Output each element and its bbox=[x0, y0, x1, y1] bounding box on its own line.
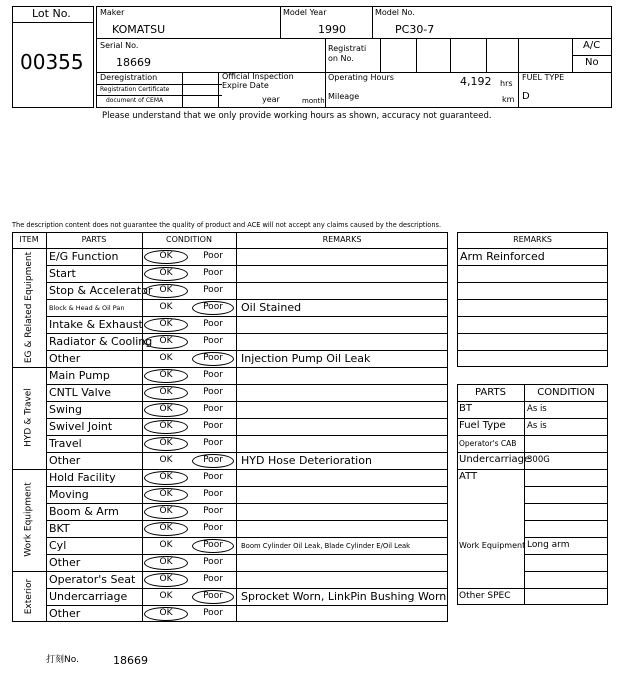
ok-option: OK bbox=[159, 386, 173, 397]
side-part-name: Fuel Type bbox=[459, 420, 506, 431]
maker-label: Maker bbox=[100, 8, 125, 17]
stamp-no-label: 打刻No. bbox=[46, 655, 79, 665]
lot-number: 00355 bbox=[20, 50, 84, 74]
ac-label: A/C bbox=[583, 40, 601, 51]
side-remark-row: Arm Reinforced bbox=[460, 250, 545, 263]
work-equipment-value: Long arm bbox=[527, 540, 570, 550]
ok-circle-mark bbox=[144, 607, 188, 621]
poor-option: Poor bbox=[203, 539, 223, 550]
poor-option: Poor bbox=[203, 301, 223, 312]
operating-hours-label: Operating Hours bbox=[328, 73, 394, 82]
poor-option: Poor bbox=[203, 284, 223, 295]
side-part-condition: As is bbox=[527, 421, 547, 431]
poor-circle-mark bbox=[192, 301, 234, 315]
ok-circle-mark bbox=[144, 556, 188, 570]
poor-option: Poor bbox=[203, 471, 223, 482]
ok-circle-mark bbox=[144, 267, 188, 281]
poor-circle-mark bbox=[192, 454, 234, 468]
poor-option: Poor bbox=[203, 352, 223, 363]
model-year-value: 1990 bbox=[318, 23, 346, 36]
ok-option: OK bbox=[159, 335, 173, 346]
registration-certificate-label: Registration Certificate bbox=[100, 86, 170, 93]
poor-circle-mark bbox=[192, 539, 234, 553]
side-part-name: Undercarriage bbox=[459, 454, 531, 465]
model-no-label: Model No. bbox=[375, 8, 415, 17]
description-disclaimer: The description content does not guarantee the quality of product and ACE will not accept any claims caused by the descriptions. bbox=[12, 221, 442, 229]
model-year-label: Model Year bbox=[283, 8, 327, 17]
poor-option: Poor bbox=[203, 556, 223, 567]
ok-option: OK bbox=[159, 607, 173, 618]
other-spec-label: Other SPEC bbox=[459, 591, 511, 601]
work-equipment-label: Work Equipment bbox=[459, 541, 526, 550]
fuel-type-value: D bbox=[522, 91, 530, 102]
poor-option: Poor bbox=[203, 437, 223, 448]
group-label: Work Equipment bbox=[23, 482, 34, 557]
part-name: Other bbox=[49, 607, 81, 620]
registration-no-label: Registrati on No. bbox=[328, 44, 367, 63]
part-name: Block & Head & Oil Pan bbox=[49, 304, 125, 312]
ok-circle-mark bbox=[144, 403, 188, 417]
ok-circle-mark bbox=[144, 505, 188, 519]
remarks-header: REMARKS bbox=[322, 235, 362, 244]
poor-option: Poor bbox=[203, 267, 223, 278]
ok-option: OK bbox=[159, 454, 173, 465]
item-header: ITEM bbox=[19, 235, 39, 244]
ok-circle-mark bbox=[144, 250, 188, 264]
year-label: year bbox=[262, 95, 280, 104]
part-name: Start bbox=[49, 267, 76, 280]
operating-hours-value: 4,192 bbox=[460, 75, 492, 88]
poor-option: Poor bbox=[203, 318, 223, 329]
condition-header: CONDITION bbox=[166, 235, 212, 244]
side-part-condition: As is bbox=[527, 404, 547, 414]
deregistration-label: Deregistration bbox=[100, 73, 158, 82]
side-condition-header: CONDITION bbox=[537, 387, 595, 398]
part-name: Cyl bbox=[49, 539, 67, 552]
part-name: Swivel Joint bbox=[49, 420, 113, 433]
serial-value: 18669 bbox=[116, 56, 151, 69]
group-label: Exterior bbox=[23, 578, 34, 614]
ok-option: OK bbox=[159, 556, 173, 567]
poor-option: Poor bbox=[203, 590, 223, 601]
ok-option: OK bbox=[159, 284, 173, 295]
ok-option: OK bbox=[159, 471, 173, 482]
part-name: Operator's Seat bbox=[49, 573, 136, 586]
ok-option: OK bbox=[159, 403, 173, 414]
part-name: Swing bbox=[49, 403, 82, 416]
maker-value: KOMATSU bbox=[112, 23, 166, 36]
poor-option: Poor bbox=[203, 369, 223, 380]
poor-circle-mark bbox=[192, 352, 234, 366]
ok-option: OK bbox=[159, 437, 173, 448]
part-name: Moving bbox=[49, 488, 89, 501]
part-name: Stop & Accelerator bbox=[49, 284, 153, 297]
part-name: Boom & Arm bbox=[49, 505, 119, 518]
ok-option: OK bbox=[159, 539, 173, 550]
part-name: CNTL Valve bbox=[49, 386, 111, 399]
side-remarks-header: REMARKS bbox=[513, 235, 552, 244]
ok-circle-mark bbox=[144, 437, 188, 451]
poor-option: Poor bbox=[203, 250, 223, 261]
side-part-name: Operator's CAB bbox=[459, 439, 517, 448]
poor-option: Poor bbox=[203, 505, 223, 516]
part-name: Other bbox=[49, 556, 81, 569]
cema-document-label: document of CEMA bbox=[106, 97, 164, 104]
ok-circle-mark bbox=[144, 488, 188, 502]
side-part-condition: 300G bbox=[527, 455, 550, 465]
side-part-name: BT bbox=[459, 403, 472, 414]
poor-circle-mark bbox=[192, 590, 234, 604]
ok-circle-mark bbox=[144, 471, 188, 485]
part-name: Travel bbox=[49, 437, 82, 450]
parts-header: PARTS bbox=[81, 235, 107, 244]
remark-text: Oil Stained bbox=[241, 301, 302, 314]
ok-option: OK bbox=[159, 420, 173, 431]
ok-option: OK bbox=[159, 369, 173, 380]
ok-circle-mark bbox=[144, 369, 188, 383]
stamp-no-value: 18669 bbox=[113, 654, 148, 667]
ok-option: OK bbox=[159, 267, 173, 278]
part-name: Hold Facility bbox=[49, 471, 116, 484]
ok-option: OK bbox=[159, 250, 173, 261]
part-name: Other bbox=[49, 454, 81, 467]
remark-text: Injection Pump Oil Leak bbox=[241, 352, 371, 365]
inspection-expire-label: Official Inspection Expire Date bbox=[222, 72, 294, 90]
part-name: Radiator & Cooling bbox=[49, 335, 153, 348]
poor-option: Poor bbox=[203, 488, 223, 499]
group-label: HYD & Travel bbox=[23, 388, 34, 447]
mileage-label: Mileage bbox=[328, 92, 360, 101]
side-parts-header: PARTS bbox=[475, 387, 506, 398]
ok-option: OK bbox=[159, 590, 173, 601]
model-no-value: PC30-7 bbox=[395, 23, 435, 36]
part-name: E/G Function bbox=[49, 250, 119, 263]
working-hours-notice: Please understand that we only provide working hours as shown, accuracy not guaranteed. bbox=[102, 111, 492, 121]
remark-text: HYD Hose Deterioration bbox=[241, 454, 372, 467]
group-label: EG & Related Equipment bbox=[23, 251, 34, 363]
poor-option: Poor bbox=[203, 386, 223, 397]
ok-option: OK bbox=[159, 522, 173, 533]
ok-option: OK bbox=[159, 573, 173, 584]
att-label: ATT bbox=[459, 471, 478, 482]
ok-circle-mark bbox=[144, 318, 188, 332]
part-name: Intake & Exhaust bbox=[49, 318, 143, 331]
poor-option: Poor bbox=[203, 420, 223, 431]
ok-option: OK bbox=[159, 352, 173, 363]
ok-circle-mark bbox=[144, 386, 188, 400]
part-name: Main Pump bbox=[49, 369, 110, 382]
part-name: BKT bbox=[49, 522, 70, 535]
ok-option: OK bbox=[159, 505, 173, 516]
poor-option: Poor bbox=[203, 454, 223, 465]
poor-option: Poor bbox=[203, 335, 223, 346]
ok-circle-mark bbox=[144, 335, 188, 349]
fuel-type-label: FUEL TYPE bbox=[522, 73, 565, 82]
ok-circle-mark bbox=[144, 420, 188, 434]
month-label: month bbox=[302, 97, 325, 105]
poor-option: Poor bbox=[203, 403, 223, 414]
serial-label: Serial No. bbox=[100, 41, 139, 50]
ac-value: No bbox=[585, 57, 599, 68]
poor-option: Poor bbox=[203, 522, 223, 533]
hrs-unit: hrs bbox=[500, 79, 513, 88]
ok-circle-mark bbox=[144, 284, 188, 298]
poor-option: Poor bbox=[203, 573, 223, 584]
remark-text: Sprocket Worn, LinkPin Bushing Worn bbox=[241, 590, 447, 603]
ok-option: OK bbox=[159, 301, 173, 312]
lot-label: Lot No. bbox=[32, 7, 71, 20]
remark-text: Boom Cylinder Oil Leak, Blade Cylinder E/Oil Leak bbox=[241, 542, 411, 550]
ok-option: OK bbox=[159, 318, 173, 329]
part-name: Other bbox=[49, 352, 81, 365]
ok-option: OK bbox=[159, 488, 173, 499]
km-unit: km bbox=[502, 95, 515, 104]
ok-circle-mark bbox=[144, 522, 188, 536]
part-name: Undercarriage bbox=[49, 590, 128, 603]
ok-circle-mark bbox=[144, 573, 188, 587]
poor-option: Poor bbox=[203, 607, 223, 618]
